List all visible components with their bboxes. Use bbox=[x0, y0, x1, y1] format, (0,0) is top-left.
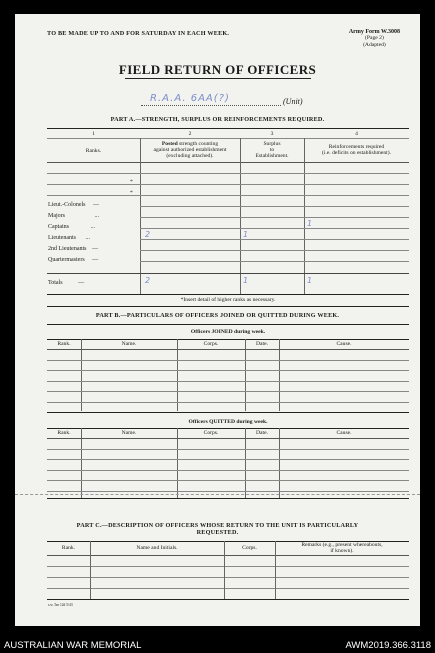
part-c-col-name: Name and Initials. bbox=[136, 545, 178, 551]
rank-label: Quartermasters — bbox=[48, 257, 99, 263]
table-row bbox=[47, 370, 409, 371]
totals-top-rule bbox=[47, 273, 409, 274]
row-rule bbox=[47, 173, 409, 174]
table-row bbox=[47, 470, 409, 471]
totals-label: Totals — bbox=[48, 280, 85, 286]
rank-label: Lieutenants ... bbox=[48, 235, 90, 241]
part-c-heading bbox=[15, 522, 420, 536]
rank-label: 2nd Lieutenants — bbox=[48, 246, 98, 252]
footer-accession-number: AWM2019.366.3118 bbox=[345, 640, 431, 651]
footer-institution: AUSTRALIAN WAR MEMORIAL bbox=[4, 640, 142, 651]
part-c-row-rule bbox=[47, 577, 409, 578]
table-header-rule bbox=[47, 438, 409, 439]
col-number-3: 3 bbox=[270, 131, 274, 137]
row-rule bbox=[140, 206, 409, 207]
adapted-note: (Adapted) bbox=[363, 41, 386, 48]
part-c-heading-line2: REQUESTED. bbox=[196, 529, 239, 536]
hand-total-surplus: 1 bbox=[243, 276, 249, 285]
joined-title: Officers JOINED during week. bbox=[190, 329, 266, 335]
col-number-2: 2 bbox=[188, 131, 192, 137]
joined-top-rule bbox=[47, 324, 409, 325]
joined-bottom-rule bbox=[47, 412, 409, 413]
col-header-corps: Corps. bbox=[203, 430, 219, 436]
col-header-date: Date. bbox=[256, 341, 268, 347]
col-header-cause: Cause. bbox=[336, 430, 352, 436]
table-row bbox=[47, 459, 409, 460]
row-rule bbox=[140, 228, 409, 229]
part-c-row-rule bbox=[47, 566, 409, 567]
part-c-row-rule bbox=[47, 588, 409, 589]
part-c-col-corps: Corps. bbox=[242, 545, 257, 551]
col-header-posted bbox=[140, 141, 240, 160]
surplus-line1: Surplus bbox=[263, 141, 281, 147]
form-number-block bbox=[349, 29, 400, 48]
reinf-line2: (i.e. deficits on establishment). bbox=[322, 150, 391, 157]
quitted-table bbox=[47, 428, 409, 498]
table-header-rule bbox=[47, 349, 409, 350]
part-a-top-rule bbox=[47, 128, 409, 129]
rank-label: Lieut.-Colonels — bbox=[48, 202, 99, 208]
col-header-rank: Rank. bbox=[57, 341, 71, 347]
col-number-4: 4 bbox=[355, 131, 358, 137]
table-row bbox=[47, 381, 409, 382]
rank-label: Captains ... bbox=[48, 224, 95, 230]
table-row bbox=[47, 391, 409, 392]
weekly-instruction: TO BE MADE UP TO AND FOR SATURDAY IN EACH WEEK. bbox=[47, 30, 230, 37]
part-a-bottom-rule bbox=[47, 294, 409, 295]
part-b-heading: PART B.—PARTICULARS OF OFFICERS JOINED OR QUITTED DURING WEEK. bbox=[95, 312, 340, 319]
col-header-name: Name. bbox=[121, 341, 137, 347]
part-c-heading-line1: PART C.—DESCRIPTION OF OFFICERS WHOSE RETURN TO THE UNIT IS PARTICULARLY bbox=[76, 522, 359, 529]
surplus-line2: to bbox=[269, 147, 275, 154]
page-title: FIELD RETURN OF OFFICERS bbox=[118, 62, 317, 77]
row-rule bbox=[140, 250, 409, 251]
part-b-top-rule bbox=[47, 306, 409, 307]
posted-strong: Posted bbox=[161, 141, 178, 147]
remarks-line1: Remarks (e.g., present whereabouts, bbox=[301, 542, 383, 548]
hand-lieut-surplus: 1 bbox=[243, 230, 249, 239]
posted-line3: (excluding attached). bbox=[166, 153, 214, 160]
posted-rest: strength counting bbox=[179, 141, 219, 147]
unit-handwritten: R.A.A. 6AA(?) bbox=[150, 93, 230, 104]
part-c-bottom-rule bbox=[47, 599, 409, 600]
part-a-heading: PART A.—STRENGTH, SURPLUS OR REINFORCEMENTS REQUIRED. bbox=[110, 116, 325, 123]
hand-total-posted: 2 bbox=[145, 276, 151, 285]
part-c-header-rule bbox=[47, 555, 409, 556]
posted-line2: against authorized establishment bbox=[153, 147, 227, 154]
row-rule bbox=[140, 239, 409, 240]
joined-table bbox=[47, 339, 409, 411]
table-row bbox=[47, 402, 409, 403]
header-bottom-rule bbox=[47, 162, 409, 163]
part-c-vline bbox=[90, 541, 91, 599]
asterisk-2: * bbox=[130, 190, 133, 196]
col-header-rank: Rank. bbox=[57, 430, 71, 436]
col-header-name: Name. bbox=[121, 430, 137, 436]
asterisk-1: * bbox=[130, 179, 133, 185]
perforation-line bbox=[15, 494, 420, 495]
form-number: Army Form W.3008 bbox=[348, 29, 400, 35]
quitted-bottom-rule bbox=[47, 498, 409, 499]
table-row bbox=[47, 449, 409, 450]
table-row bbox=[47, 491, 409, 492]
col-header-date: Date. bbox=[256, 430, 268, 436]
hand-captains-reinf: 1 bbox=[307, 219, 313, 228]
col-number-1: 1 bbox=[92, 131, 95, 137]
row-rule bbox=[140, 217, 409, 218]
rank-label: Majors ... bbox=[48, 213, 99, 219]
page-note: (Page 2) bbox=[365, 35, 384, 42]
table-row bbox=[47, 480, 409, 481]
col-header-ranks: Ranks. bbox=[85, 148, 102, 154]
form-page bbox=[15, 14, 420, 626]
remarks-line2: if known). bbox=[330, 548, 354, 555]
col-header-reinforcements bbox=[304, 144, 409, 156]
quitted-title: Officers QUITTED during week. bbox=[188, 419, 268, 425]
title-underline bbox=[125, 78, 311, 79]
col-header-surplus bbox=[240, 141, 304, 160]
printer-mark: s.w. 5m 12d 5/43 bbox=[48, 603, 73, 607]
row-rule bbox=[140, 261, 409, 262]
hand-lieut-posted: 2 bbox=[145, 230, 151, 239]
row-rule bbox=[47, 184, 409, 185]
reinf-line1: Reinforcements required bbox=[328, 144, 385, 150]
col-number-rule bbox=[47, 138, 409, 139]
part-c-col-remarks bbox=[275, 542, 409, 554]
surplus-line3: Establishment. bbox=[255, 153, 289, 160]
unit-label: (Unit) bbox=[283, 97, 303, 106]
part-c-vline bbox=[224, 541, 225, 599]
col-header-corps: Corps. bbox=[203, 341, 219, 347]
part-c-vline bbox=[275, 541, 276, 599]
table-row bbox=[47, 360, 409, 361]
part-c-col-rank: Rank. bbox=[61, 545, 76, 551]
row-rule bbox=[47, 195, 409, 196]
hand-total-reinf: 1 bbox=[307, 276, 313, 285]
part-a-footnote: *Insert detail of higher ranks as necessary. bbox=[180, 297, 276, 303]
col-header-cause: Cause. bbox=[336, 341, 352, 347]
unit-dotted-line bbox=[141, 105, 281, 106]
